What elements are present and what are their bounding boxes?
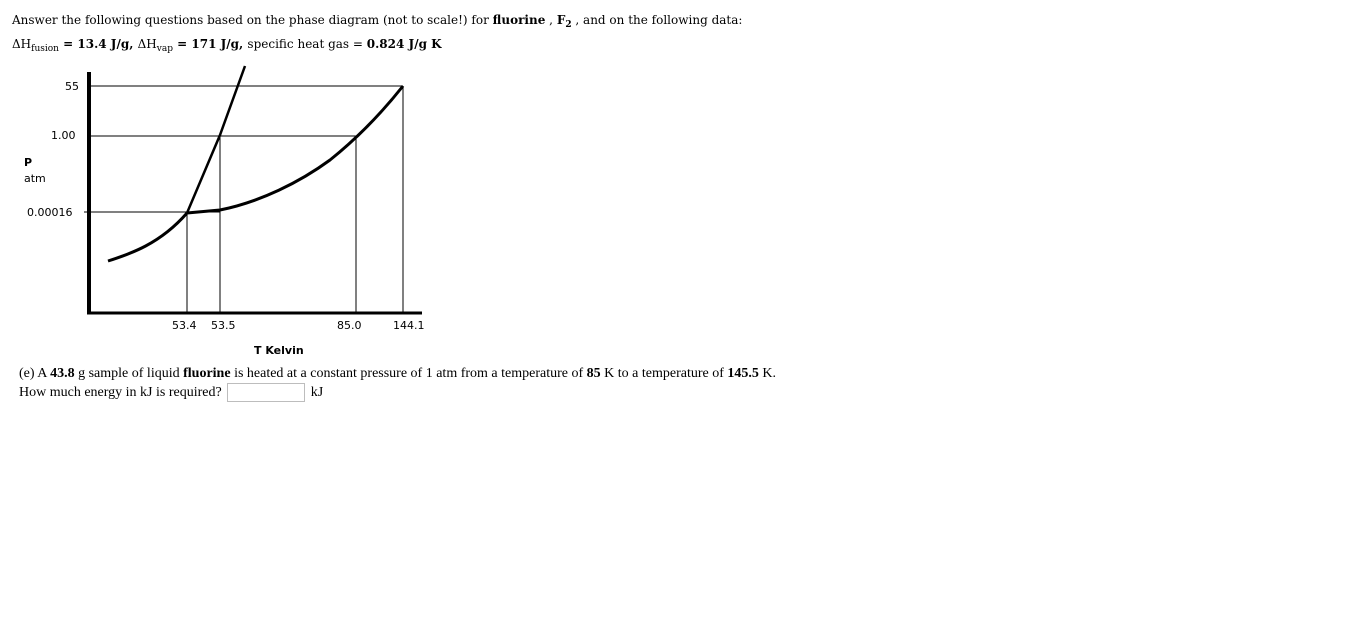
delta-h-fusion-symbol: ΔH <box>12 37 32 51</box>
question-text-3: K to a temperature of <box>600 366 728 381</box>
x-tick-label: 85.0 <box>337 319 362 332</box>
question-temp-start: 85 <box>586 366 601 381</box>
vaporization-curve <box>187 86 403 213</box>
vap-subscript: vap <box>156 44 173 54</box>
formula-main: F <box>556 13 566 27</box>
question-text-1: g sample of liquid <box>74 366 184 381</box>
x-tick-label: 53.5 <box>211 319 236 332</box>
formula <box>556 13 572 30</box>
intro-prefix: Answer the following questions based on the phase diagram (not to scale!) for <box>12 13 493 27</box>
y-axis-label-unit: atm <box>24 172 46 185</box>
question-label: (e) A <box>19 366 51 381</box>
intro-line-1 <box>12 11 742 35</box>
x-axis-label: T Kelvin <box>254 344 304 357</box>
melting-line <box>187 66 245 213</box>
question-substance: fluorine <box>183 366 231 381</box>
specific-heat-value: 0.824 J/g K <box>366 37 442 51</box>
fusion-value: = 13.4 J/g, <box>58 37 138 51</box>
x-tick-label: 144.1 <box>393 319 425 332</box>
intro-separator: , <box>545 13 557 27</box>
question-mass: 43.8 <box>50 366 75 381</box>
question-e <box>19 364 776 402</box>
question-temp-end: 145.5 <box>727 366 759 381</box>
phase-diagram-chart <box>0 60 440 360</box>
answer-unit-label: kJ <box>310 385 324 400</box>
question-line-1 <box>19 364 776 383</box>
specific-heat-label: specific heat gas = <box>247 37 367 51</box>
y-tick-label: 0.00016 <box>27 206 73 219</box>
fusion-subscript: fusion <box>31 44 59 54</box>
vap-value: = 171 J/g, <box>172 37 248 51</box>
question-prompt: How much energy in kJ is required? <box>19 385 222 400</box>
y-axis-label-p: P <box>24 156 33 169</box>
y-tick-label: 1.00 <box>51 129 76 142</box>
intro-text <box>12 11 742 59</box>
intro-suffix: , and on the following data: <box>571 13 743 27</box>
intro-line-2 <box>12 35 742 59</box>
question-text-2: is heated at a constant pressure of 1 atm from a temperature of <box>230 366 587 381</box>
formula-subscript: 2 <box>565 20 572 30</box>
question-line-2 <box>19 383 776 402</box>
substance-name: fluorine <box>492 13 546 27</box>
question-text-end: K. <box>758 366 777 381</box>
energy-answer-input[interactable] <box>227 383 305 402</box>
y-tick-label: 55 <box>65 80 79 93</box>
delta-h-vap-symbol: ΔH <box>137 37 157 51</box>
sublimation-curve <box>108 213 187 261</box>
x-tick-label: 53.4 <box>172 319 197 332</box>
